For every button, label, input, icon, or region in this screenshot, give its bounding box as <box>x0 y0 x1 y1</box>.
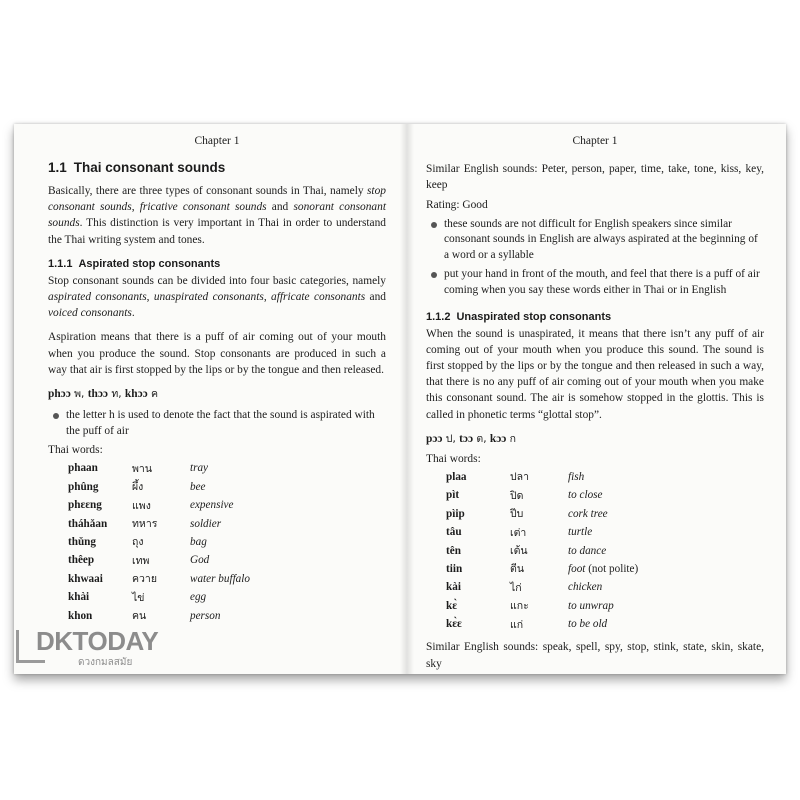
vocab-thai: เต่า <box>510 526 527 539</box>
vocab-meaning: soldier <box>190 517 222 530</box>
vocab-meaning: expensive <box>190 499 234 512</box>
emphasized-term: stop consonant sounds <box>48 185 386 214</box>
brand-watermark <box>16 626 166 674</box>
vocab-thai: เต้น <box>510 545 528 558</box>
vocab-thai: ปีบ <box>510 508 524 521</box>
rating: Rating: Good <box>426 199 488 212</box>
vocab-row <box>68 551 250 569</box>
vocab-row <box>68 570 250 588</box>
unaspirated-paragraph: When the sound is unaspirated, it means that there isn’t any puff of air coming out of your mouth when you produce this sound. The sound is first stopped by the lips or by the tongue and then released in such a way, that there is no any puff of air coming out of your mouth when you make this consonant sound. The air is somehow stopped in the glottis. This is called in phonetic terms “glottal stop”. <box>426 327 764 421</box>
vocab-row <box>446 468 638 486</box>
letter-romanization: pɔɔ <box>426 432 443 445</box>
vocab-row <box>446 597 638 615</box>
vocab-word: tên <box>446 544 461 557</box>
vocab-thai: ผึ้ง <box>132 481 144 494</box>
vocab-thai: เทพ <box>132 554 150 567</box>
letter-thai: ต, <box>473 432 490 445</box>
vocab-row <box>68 459 250 477</box>
vocab-meaning: fish <box>568 470 585 483</box>
vocab-thai: แก่ <box>510 618 524 631</box>
vocab-table <box>446 468 638 634</box>
vocab-meaning: bag <box>190 535 207 548</box>
subsection-title <box>48 258 386 270</box>
vocab-meaning: to unwrap <box>568 599 614 612</box>
vocab-meaning: to be old <box>568 618 608 631</box>
letter-thai: ค <box>147 388 159 401</box>
vocab-word: kɛ̀ɛ <box>446 618 462 631</box>
page-header: Chapter 1 <box>194 135 240 147</box>
subsection-number: 1.1.2 <box>426 310 451 323</box>
vocab-row <box>68 496 250 514</box>
emphasized-term: unaspirated consonants <box>153 291 264 304</box>
text-run: and <box>365 291 386 304</box>
section-number: 1.1 <box>48 160 67 175</box>
vocab-word: pìt <box>446 489 460 502</box>
emphasized-term: affricate consonants <box>271 291 366 304</box>
vocab-word: phɛɛng <box>68 499 102 512</box>
subsection-title <box>426 311 764 323</box>
emphasized-term: sonorant consonant sounds <box>48 201 386 230</box>
thai-words-label: Thai words: <box>426 452 481 465</box>
vocab-row <box>68 514 250 532</box>
vocab-meaning: egg <box>190 591 207 604</box>
vocab-row <box>446 560 638 578</box>
vocab-meaning: cork tree <box>568 507 608 520</box>
bullet-item: the letter h is used to denote the fact that the sound is aspirated with the puff of air <box>48 408 386 439</box>
vocab-thai: ไก่ <box>510 581 522 594</box>
text-run: . This distinction is very important in Thai in order to understand the Thai writing system and tones. <box>48 217 386 246</box>
letter-romanization: khɔɔ <box>124 388 148 401</box>
bullet-list <box>426 217 764 299</box>
subsection-title-text: Unaspirated stop consonants <box>456 310 612 323</box>
letter-thai: พ, <box>70 388 88 401</box>
vocab-thai: ทหาร <box>132 518 158 531</box>
vocab-thai: ควาย <box>132 573 157 586</box>
vocab-row <box>446 486 638 504</box>
text-run: Basically, there are three types of consonant sounds in Thai, namely <box>48 185 367 197</box>
text-run: . <box>131 307 135 320</box>
text-run: , <box>131 201 140 214</box>
vocab-row <box>68 606 250 624</box>
bullet-item: put your hand in front of the mouth, and feel that there is a puff of air coming when you say these words either in Thai or in English <box>426 267 764 298</box>
vocab-thai: ตีน <box>510 563 524 576</box>
vocab-thai: คน <box>132 610 147 623</box>
vocab-word: thêep <box>68 554 95 567</box>
consonant-letters <box>48 385 386 402</box>
letter-romanization: phɔɔ <box>48 388 71 401</box>
vocab-word: khài <box>68 591 90 604</box>
intro-paragraph <box>48 183 386 248</box>
right-page <box>426 124 764 674</box>
book-spread <box>14 124 786 674</box>
letter-thai: ก <box>506 432 517 445</box>
similar-sounds-unaspirated: Similar English sounds: speak, spell, spy, stop, stink, state, skin, skate, sky <box>426 641 764 670</box>
aspiration-paragraph: Aspiration means that there is a puff of air coming out of your mouth when you produce the sound. Stop consonants are produced in such a way that air is first stopped by the lips or by the tongue and then released. <box>48 331 386 376</box>
vocab-thai: ปลา <box>510 471 529 484</box>
vocab-word: plaa <box>446 470 467 483</box>
emphasized-term: voiced consonants <box>48 307 132 320</box>
vocab-row <box>446 505 638 523</box>
left-page <box>48 124 386 674</box>
vocab-word: kài <box>446 581 461 594</box>
watermark-tagline: ดวงกมลสมัย <box>78 657 133 668</box>
text-run: , <box>263 291 272 304</box>
vocab-row <box>446 541 638 559</box>
vocab-word: phaan <box>68 462 98 475</box>
vocab-meaning: tray <box>190 462 209 475</box>
page-header: Chapter 1 <box>572 135 618 147</box>
vocab-word: tháhǎan <box>68 517 108 530</box>
vocab-row <box>446 523 638 541</box>
vocab-word: pìip <box>446 507 465 520</box>
vocab-thai: ปิด <box>510 489 524 502</box>
vocab-row <box>68 533 250 551</box>
vocab-meaning: bee <box>190 480 206 493</box>
consonant-letters <box>426 430 764 447</box>
section-title <box>48 160 386 175</box>
letter-romanization: thɔɔ <box>87 388 108 401</box>
categories-paragraph <box>48 273 386 322</box>
letter-romanization: tɔɔ <box>459 432 474 445</box>
letter-thai: ป, <box>442 432 460 445</box>
bullet-item: these sounds are not difficult for English speakers since similar consonant sounds in English are always aspirated at the beginning of a word or a syllable <box>426 217 764 264</box>
text-run: Stop consonant sounds can be divided into four basic categories, namely <box>48 274 386 287</box>
vocab-word: kɛ̀ <box>446 599 458 612</box>
bullet-list <box>48 408 386 439</box>
watermark-brand: DKTODAY <box>36 626 159 656</box>
vocab-word: khwaai <box>68 572 103 585</box>
vocab-thai: แกะ <box>510 600 529 613</box>
vocab-word: thǔng <box>68 535 96 548</box>
vocab-word: tiin <box>446 562 463 575</box>
text-run: and <box>266 201 294 214</box>
vocab-row <box>68 588 250 606</box>
emphasized-term: fricative consonant sounds <box>139 201 267 214</box>
vocab-meaning: God <box>190 554 210 567</box>
vocab-meaning: person <box>190 609 221 622</box>
vocab-meaning: foot (not polite) <box>568 562 639 575</box>
vocab-meaning: to dance <box>568 544 607 557</box>
emphasized-term: aspirated consonants <box>48 291 147 304</box>
vocab-word: khon <box>68 609 93 622</box>
book-gutter <box>400 124 414 674</box>
vocab-row <box>446 615 638 633</box>
vocab-note: (not polite) <box>585 562 639 575</box>
similar-sounds-aspirated: Similar English sounds: Peter, person, paper, time, take, tone, kiss, key, keep <box>426 163 764 192</box>
vocab-thai: ไข่ <box>132 591 145 604</box>
vocab-thai: แพง <box>132 499 151 512</box>
section-title-text: Thai consonant sounds <box>73 160 226 175</box>
vocab-meaning: turtle <box>568 526 593 539</box>
letter-romanization: kɔɔ <box>489 432 507 445</box>
vocab-thai: ถุง <box>132 536 144 549</box>
vocab-row <box>446 578 638 596</box>
vocab-meaning: to close <box>568 489 603 502</box>
vocab-word: tâu <box>446 526 462 539</box>
subsection-title-text: Aspirated stop consonants <box>78 257 221 270</box>
subsection-number: 1.1.1 <box>48 257 73 270</box>
vocab-row <box>68 478 250 496</box>
vocab-word: phûng <box>68 480 99 493</box>
vocab-meaning: chicken <box>568 581 603 594</box>
vocab-meaning: water buffalo <box>190 572 250 585</box>
thai-words-label: Thai words: <box>48 444 103 457</box>
vocab-table <box>68 459 250 625</box>
text-run: , <box>146 291 154 304</box>
vocab-thai: พาน <box>132 462 152 475</box>
letter-thai: ท, <box>107 388 125 401</box>
